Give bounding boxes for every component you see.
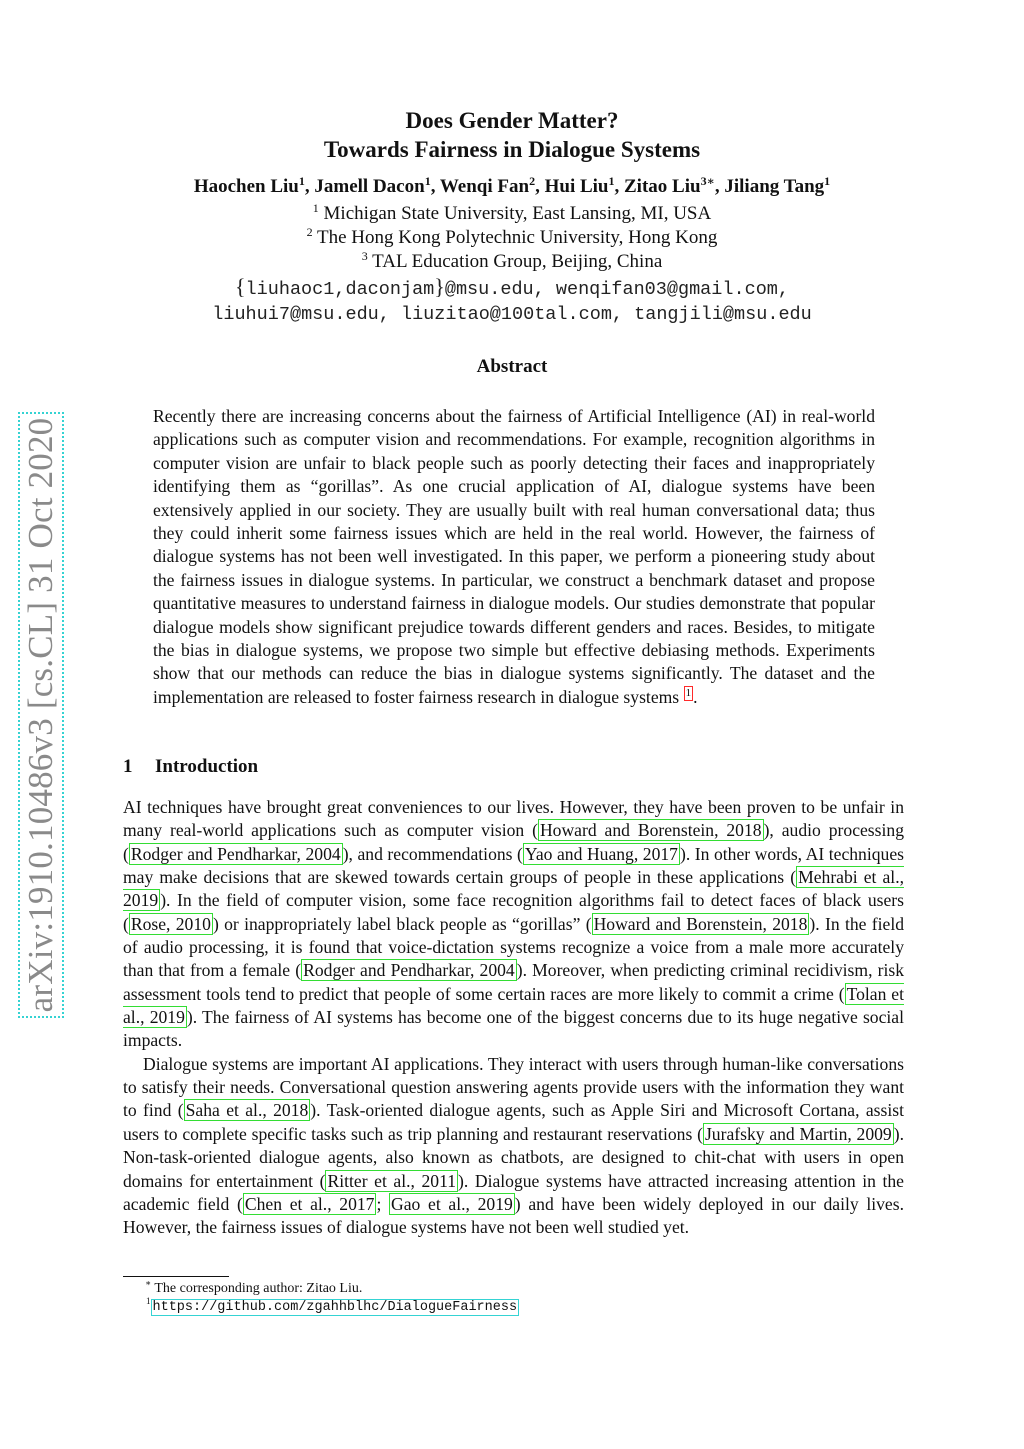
section-heading-introduction	[123, 756, 258, 778]
citation-link[interactable]: Gao et al., 2019	[391, 1193, 513, 1214]
footnote-url: $^1$ https://github.com/zgahhblhc/DialogueFairness	[146, 1296, 518, 1315]
affiliation: $^3$ TAL Education Group, Beijing, China	[361, 249, 663, 272]
introduction-body	[123, 796, 904, 1240]
author: Haochen Liu$^1$,	[193, 174, 315, 197]
citation-link[interactable]: Mehrabi et al., 2019	[123, 867, 904, 911]
citation-link[interactable]: Howard and Borenstein, 2018	[593, 913, 808, 934]
paragraph-text: ). Dialogue systems have attracted increasing attention in the academic field (	[123, 1170, 904, 1214]
author: Jiliang Tang$^1$	[724, 174, 831, 197]
citation-link[interactable]: Yao and Huang, 2017	[524, 843, 678, 864]
email-line-2: liuhui7@msu.edu, liuzitao@100tal.com, tangjili@msu.edu	[212, 304, 812, 325]
paragraph-text: ). Moreover, when predicting criminal recidivism, risk assessment tools tend to predict that people of some certain races are more likely to commit a crime (	[123, 960, 905, 1004]
paragraph-text: ), and recommendations (	[342, 843, 523, 864]
abstract-heading: Abstract	[476, 356, 548, 377]
footnote-corresponding-author: ∗ The corresponding author: Zitao Liu.	[145, 1278, 363, 1296]
citation-link[interactable]: Jurafsky and Martin, 2009	[704, 1123, 892, 1144]
title-line-2: Towards Fairness in Dialogue Systems	[323, 137, 701, 162]
paragraph-text: ). In the field of computer vision, some face recognition algorithms fail to detect faces of black users (	[123, 890, 904, 934]
author: Zitao Liu$^{3∗}$,	[624, 174, 725, 197]
citation-link[interactable]: Ritter et al., 2011	[327, 1170, 457, 1191]
affiliation: $^2$ The Hong Kong Polytechnic University, Hong Kong	[306, 225, 718, 248]
title-line-1: Does Gender Matter?	[405, 108, 619, 133]
citation-link[interactable]: Howard and Borenstein, 2018	[539, 820, 762, 841]
section-title: Introduction	[155, 756, 259, 777]
citation-link[interactable]: Saha et al., 2018	[185, 1100, 309, 1121]
affiliation: $^1$ Michigan State University, East Lansing, MI, USA	[312, 201, 712, 224]
section-number: 1	[123, 756, 133, 777]
paragraph-text: ). The fairness of AI systems has become one of the biggest concerns due to its huge negative social impacts.	[123, 1007, 904, 1051]
paragraph-text: ). In the field of audio processing, it is found that voice-dictation systems recognize a voice from a male more accurately than that from a female (	[123, 913, 904, 981]
paragraph-text: ) and have been widely deployed in our daily lives. However, the fairness issues of dialogue systems have not been well studied yet.	[123, 1193, 904, 1238]
abstract-text: Recently there are increasing concerns about the fairness of Artificial Intelligence (AI) in real-world applications such as computer vision and recommendations. For example, recognition algorithms in computer vision are unfair to black people such as poorly detecting their faces and inappropriately identifying them as “gorillas”. As one crucial application of AI, dialogue systems have been extensively applied in our society. They are usually built with real human conversational data; thus they could inherit some fairness issues which are held in the real world. However, the fairness of dialogue systems has not been well investigated. In this paper, we perform a pioneering study about the fairness issues in dialogue systems. In particular, we construct a benchmark dataset and propose quantitative measures to understand fairness in dialogue models. Our studies demonstrate that popular dialogue models show significant prejudice towards different genders and races. Besides, to mitigate the bias in dialogue systems, we propose two simple but effective debiasing methods. Experiments show that our methods can reduce the bias in dialogue systems significantly. The dataset and the implementation are released to foster fairness research in dialogue systems	[153, 406, 875, 707]
github-url-link[interactable]: https://github.com/zgahhblhc/DialogueFairness	[152, 1300, 518, 1315]
paragraph	[123, 1053, 904, 1240]
paragraph	[123, 796, 904, 1053]
paper-title	[0, 106, 1024, 164]
paragraph-text: Dialogue systems are important AI applications. They interact with users through human-like conversations to satisfy their needs. Conversational question answering agents provide users with the information they want to find (	[123, 1053, 904, 1121]
author: Hui Liu$^1$,	[544, 174, 624, 197]
paragraph-text: ), audio processing (	[123, 820, 904, 864]
author-emails	[0, 274, 1024, 327]
paragraph-text: ). Task-oriented dialogue agents, such as Apple Siri and Microsoft Cortana, assist users to complete specific tasks such as trip planning and restaurant reservations (	[123, 1100, 904, 1144]
footnote-1-link[interactable]: 1	[685, 686, 692, 699]
citation-link[interactable]: Tolan et al., 2019	[123, 983, 904, 1028]
email-line-1: {liuhaoc1,daconjam}@msu.edu, wenqifan03@gmail.com,	[234, 274, 789, 300]
paragraph-text: ) or inappropriately label black people as “gorillas” (	[212, 913, 592, 934]
affiliations	[0, 202, 1024, 274]
author-list	[0, 176, 1024, 198]
author: Jamell Dacon$^1$,	[314, 174, 440, 197]
arxiv-identifier: arXiv:1910.10486v3 [cs.CL] 31 Oct 2020	[21, 417, 60, 1013]
author: Wenqi Fan$^2$,	[439, 174, 545, 197]
footnote-divider	[123, 1276, 229, 1277]
citation-link[interactable]: Rodger and Pendharkar, 2004	[303, 960, 515, 981]
citation-link[interactable]: Chen et al., 2017	[244, 1193, 375, 1214]
paragraph-text: ). In other words, AI techniques may make decisions that are skewed towards certain groups of people in these applications (	[123, 843, 904, 888]
abstract-body: Recently there are increasing concerns about the fairness of Artificial Intelligence (AI) in real-world applications such as computer vision and recommendations. For example, recognition algorithms in computer vision are unfair to black people such as poorly detecting their faces and inappropriately identifying them as “gorillas”. As one crucial application of AI, dialogue systems have been extensively applied in our society. They are usually built with real human conversational data; thus they could inherit some fairness issues which are held in the real world. However, the fairness of dialogue systems has not been well investigated. In this paper, we perform a pioneering study about the fairness issues in dialogue systems. In particular, we construct a benchmark dataset and propose quantitative measures to understand fairness in dialogue models. Our studies demonstrate that popular dialogue models show significant prejudice towards different genders and races. Besides, to mitigate the bias in dialogue systems, we propose two simple but effective debiasing methods. Experiments show that our methods can reduce the bias in dialogue systems significantly. The dataset and the implementation are released to foster fairness research in dialogue systems 1 .	[153, 406, 875, 707]
citation-link[interactable]: Rodger and Pendharkar, 2004	[130, 843, 341, 864]
paragraph-text: ). Non-task-oriented dialogue agents, also known as chatbots, are designed to chit-chat with users in open domains for entertainment (	[123, 1123, 904, 1191]
citation-link[interactable]: Rose, 2010	[130, 913, 211, 934]
paragraph-text: ;	[376, 1193, 390, 1214]
paragraph-text: AI techniques have brought great conveniences to our lives. However, they have been proven to be unfair in many real-world applications such as computer vision (	[123, 797, 904, 841]
